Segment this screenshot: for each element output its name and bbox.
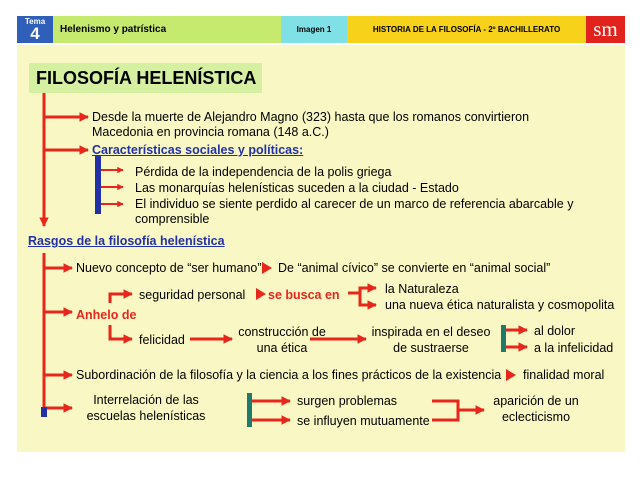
topic-title: Helenismo y patrística bbox=[53, 16, 281, 43]
characteristic-item: El individuo se siente perdido al carecer de un marco de referencia abarcable y bbox=[135, 197, 574, 211]
anhelo-label: Anhelo de bbox=[76, 308, 137, 322]
image-number: Imagen 1 bbox=[281, 16, 347, 43]
aparicion-line-2: eclecticismo bbox=[501, 410, 571, 424]
aparicion-line-1: aparición de un bbox=[493, 394, 579, 408]
characteristic-item: Las monarquías helenísticas suceden a la ciudad - Estado bbox=[135, 181, 459, 195]
nueva-etica: una nueva ética naturalista y cosmopolita bbox=[385, 298, 615, 312]
construccion-line-2: una ética bbox=[256, 341, 308, 355]
se-busca-en: se busca en bbox=[268, 288, 340, 302]
se-influyen: se influyen mutuamente bbox=[297, 414, 430, 428]
interrelacion-line-2: escuelas helenísticas bbox=[86, 409, 206, 423]
course-title: HISTORIA DE LA FILOSOFÍA - 2º BACHILLERATO bbox=[347, 16, 586, 43]
tema-label: Tema bbox=[24, 17, 46, 26]
interrelacion-line-1: Interrelación de las bbox=[93, 393, 199, 407]
page-title: FILOSOFÍA HELENÍSTICA bbox=[29, 63, 262, 93]
inspirada-line-1: inspirada en el deseo bbox=[371, 325, 491, 339]
subordinacion: Subordinación de la filosofía y la ciencia a los fines prácticos de la existencia bbox=[76, 368, 502, 382]
nuevo-concepto: Nuevo concepto de “ser humano” bbox=[76, 261, 262, 275]
characteristic-item: comprensible bbox=[135, 212, 210, 226]
rasgos-heading: Rasgos de la filosofía helenística bbox=[28, 234, 225, 248]
sm-logo: sm bbox=[586, 16, 625, 43]
characteristics-heading: Características sociales y políticas: bbox=[92, 143, 304, 157]
origin-line-1: Desde la muerte de Alejandro Magno (323) hasta que los romanos convirtieron bbox=[92, 110, 530, 124]
finalidad-moral: finalidad moral bbox=[523, 368, 605, 382]
inspirada-line-2: de sustraerse bbox=[393, 341, 469, 355]
seguridad-personal: seguridad personal bbox=[139, 288, 246, 302]
characteristic-item: Pérdida de la independencia de la polis griega bbox=[135, 165, 392, 179]
animal-civico: De “animal cívico” se convierte en “animal social” bbox=[278, 261, 551, 275]
surgen-problemas: surgen problemas bbox=[297, 394, 398, 408]
infelicidad: a la infelicidad bbox=[534, 341, 614, 355]
construccion-line-1: construcción de bbox=[238, 325, 326, 339]
felicidad: felicidad bbox=[139, 333, 185, 347]
al-dolor: al dolor bbox=[534, 324, 575, 338]
origin-line-2: Macedonia en provincia romana (148 a.C.) bbox=[92, 125, 329, 139]
tema-number: 4 bbox=[30, 24, 40, 43]
naturaleza: la Naturaleza bbox=[385, 282, 459, 296]
